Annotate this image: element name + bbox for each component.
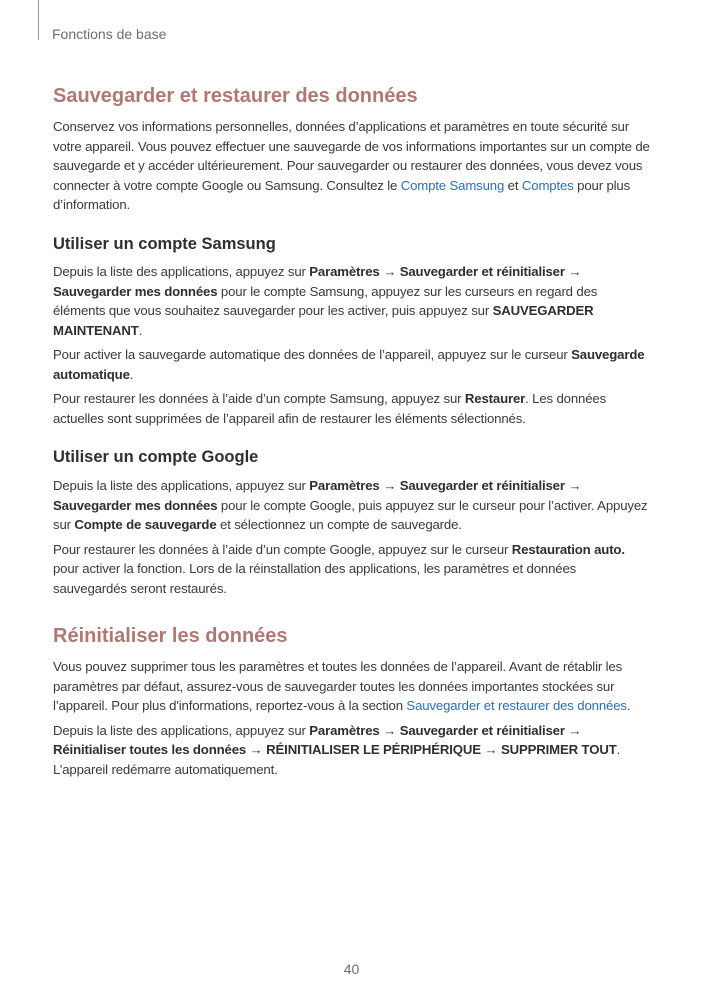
- header-divider: [38, 0, 39, 40]
- page-content: [53, 84, 653, 784]
- backup-restore-link[interactable]: Sauvegarder et restaurer des données: [406, 698, 627, 714]
- section-title-backup: Sauvegarder et restaurer des données: [53, 85, 418, 107]
- samsung-paragraph-1: Depuis la liste des applications, appuyez sur Paramètres → Sauvegarder et réinitialiser → Sauvegarder mes données pour le compte Samsung, appuyez sur les curseurs en regard des éléments que vous souhaitez sauvegarder pour les activer, puis appuyez sur SAUVEGARDER MAINTENANT.: [53, 264, 598, 338]
- google-paragraph-2: Pour restaurer les données à l’aide d’un compte Google, appuyez sur le curseur Restauration auto. pour activer la fonction. Lors de la réinstallation des applications, les paramètres et données sauvegardés seront restaurés.: [53, 541, 625, 596]
- subsection-title-google: Utiliser un compte Google: [53, 448, 259, 467]
- accounts-link[interactable]: Comptes: [521, 177, 574, 193]
- google-paragraph-1: Depuis la liste des applications, appuyez sur Paramètres → Sauvegarder et réinitialiser → Sauvegarder mes données pour le compte Google, puis appuyez sur le curseur pour l’activer. Appuyez sur Compte de sauvegarde et sélectionnez un compte de sauvegarde.: [53, 478, 648, 533]
- samsung-paragraph-3: Pour restaurer les données à l’aide d’un compte Samsung, appuyez sur Restaurer. Les données actuelles sont supprimées de l’appareil afin de restaurer les éléments sélectionnés.: [53, 391, 607, 426]
- reset-paragraph-2: Depuis la liste des applications, appuyez sur Paramètres → Sauvegarder et réinitialiser → Réinitialiser toutes les données → RÉINITIALISER LE PÉRIPHÉRIQUE → SUPPRIMER TOUT. L’appareil redémarre automatiquement.: [53, 722, 621, 777]
- section-title-reset: Réinitialiser les données: [53, 625, 288, 648]
- page-number: 40: [343, 961, 360, 977]
- subsection-title-samsung: Utiliser un compte Samsung: [53, 234, 276, 253]
- backup-intro-paragraph: Conservez vos informations personnelles, données d’applications et paramètres en toute sécurité sur votre appareil. Vous pouvez effectuer une sauvegarde de vos informations importantes sur un compte de sauvegarde et y accéder ultérieurement. Pour sauvegarder ou restaurer des données, vous devez vous connecter à votre compte Google ou Samsung. Consultez le Compte Samsung et Comptes pour plus d’information.: [53, 119, 650, 212]
- section-header: Fonctions de base: [52, 26, 167, 42]
- reset-paragraph-1: Vous pouvez supprimer tous les paramètres et toutes les données de l’appareil. Avant de rétablir les paramètres par défaut, assurez-vous de sauvegarder toutes les données importantes stockées sur l’appareil. Pour plus d'informations, reportez-vous à la section Sauvegarder et restaurer des données.: [53, 659, 631, 714]
- samsung-paragraph-2: Pour activer la sauvegarde automatique des données de l’appareil, appuyez sur le curseur Sauvegarde automatique.: [53, 347, 645, 382]
- samsung-account-link[interactable]: Compte Samsung: [400, 177, 505, 193]
